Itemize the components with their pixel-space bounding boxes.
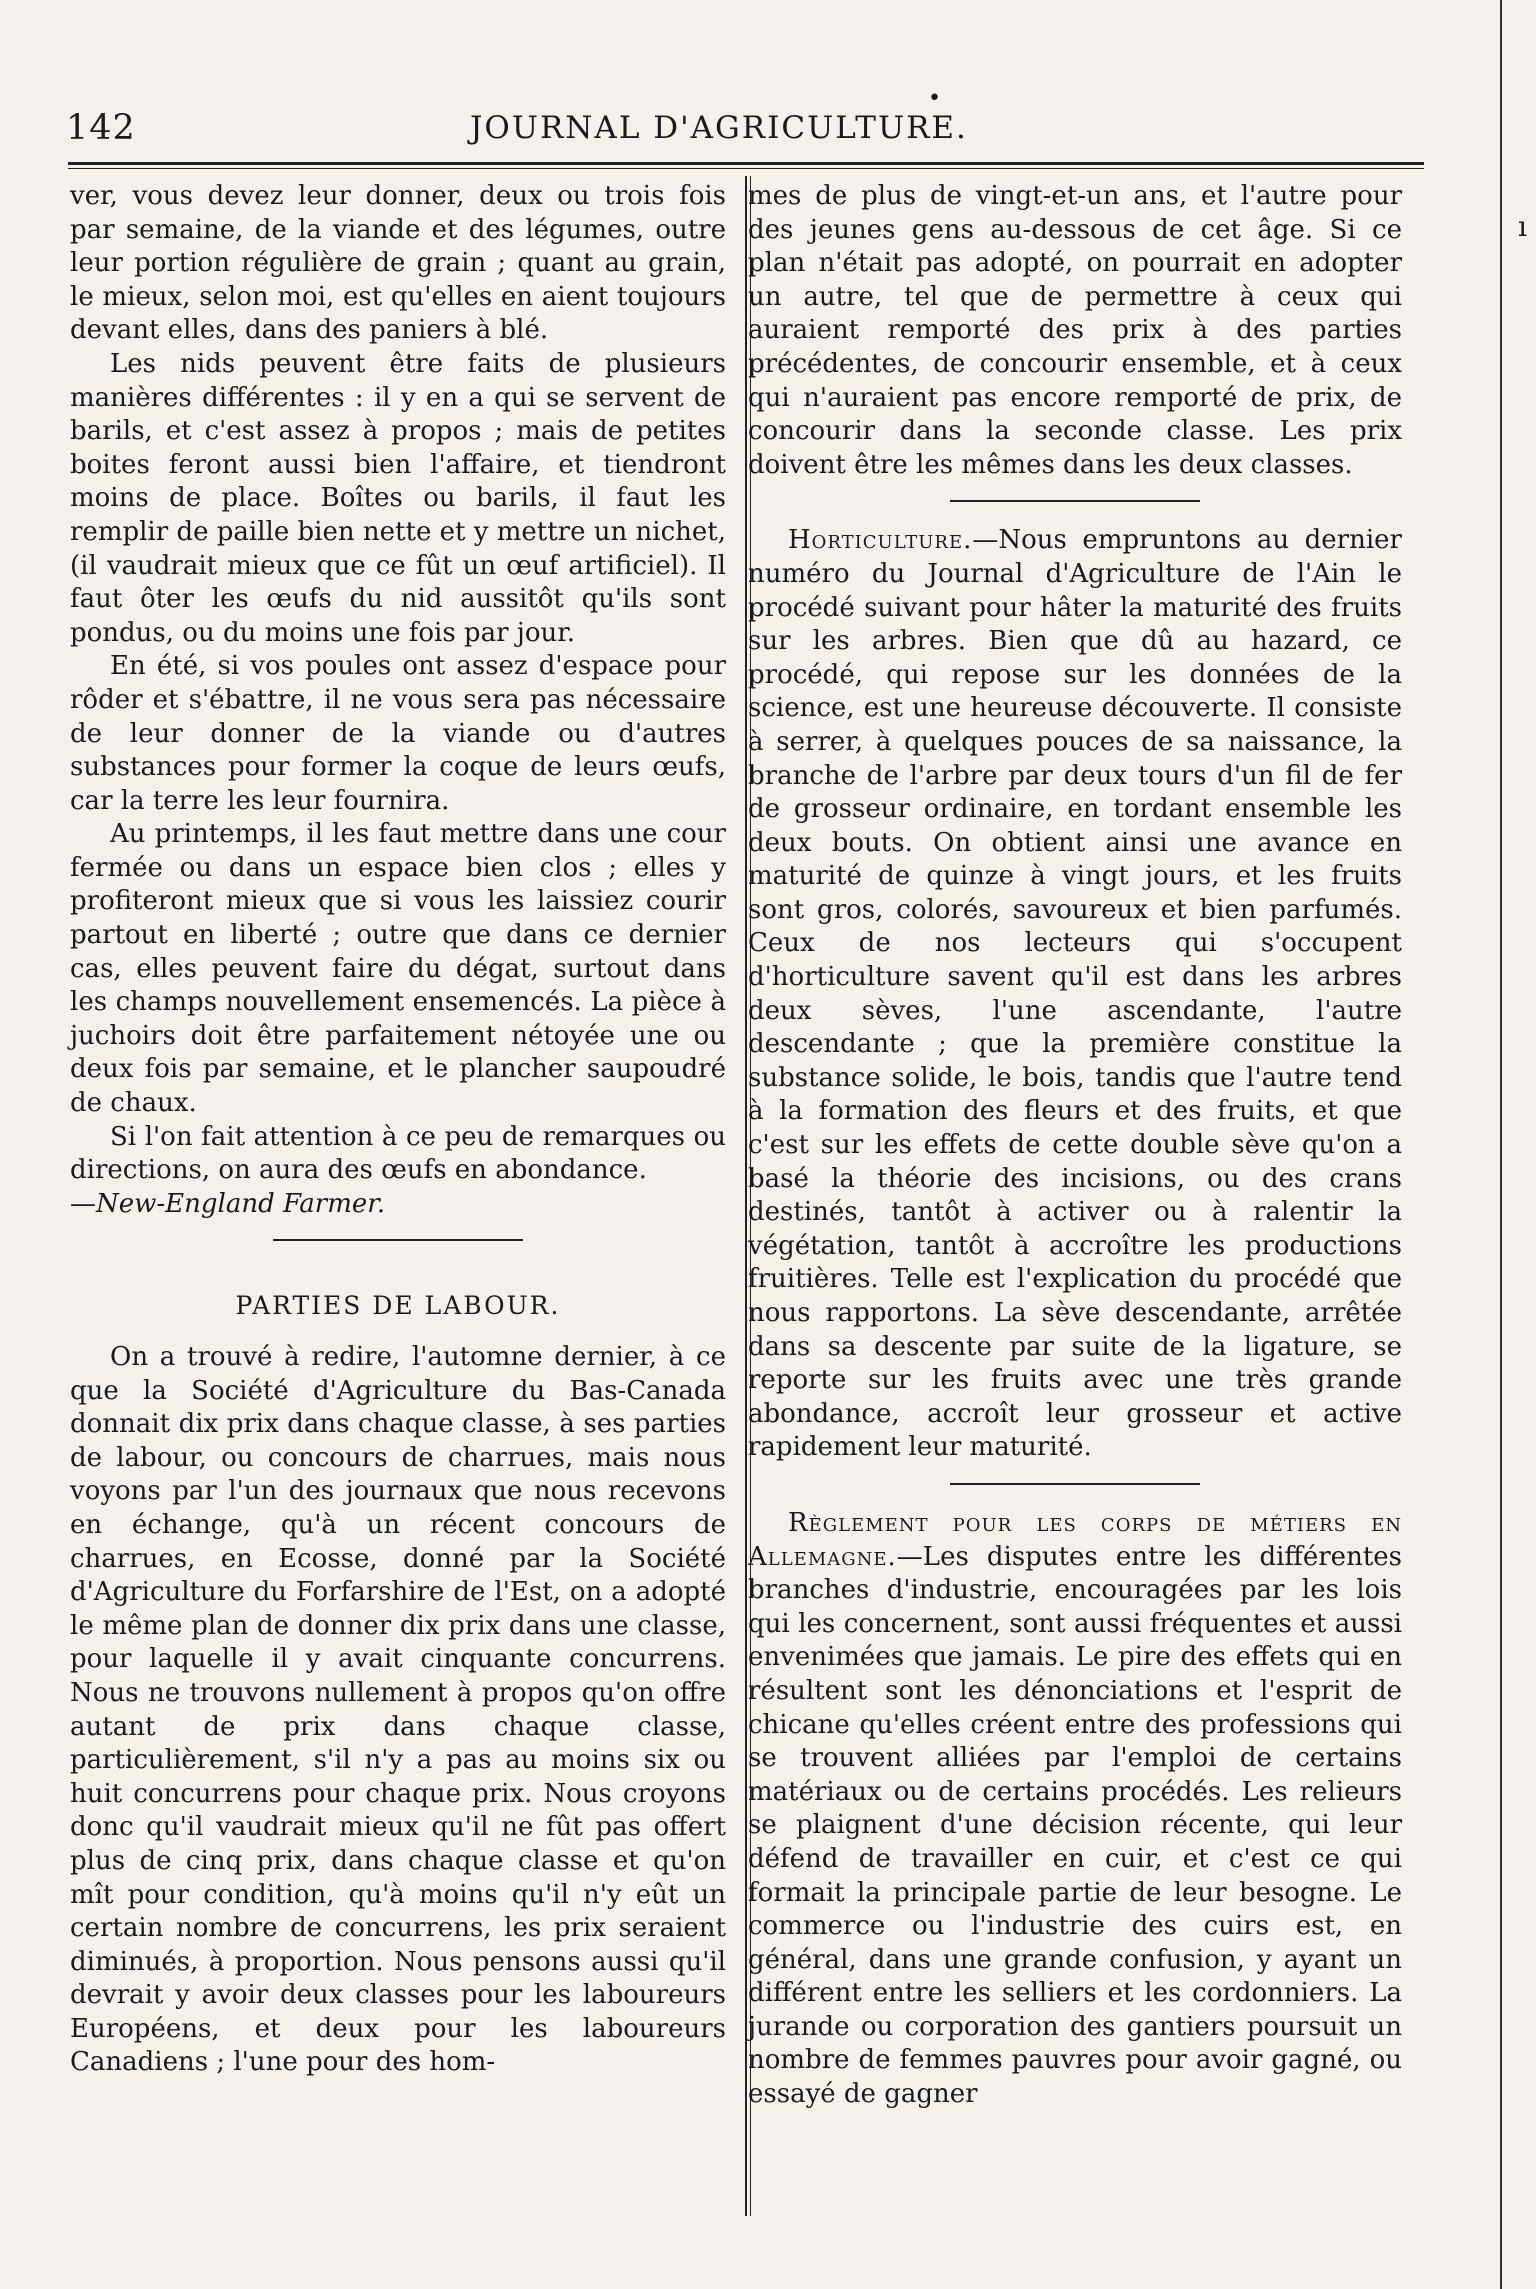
section-title-parties-de-labour: PARTIES DE LABOUR. [235, 1291, 561, 1321]
right-column [748, 180, 1402, 2112]
section-rule [950, 500, 1200, 502]
poultry-paragraph-2: Les nids peuvent être faits de plusieurs manières différentes : il y en a qui se servent de barils, et c'est assez à propos ; mais de petites boites feront aussi bien l'affaire, et tiendront moins de place. Boîtes ou barils, il faut les remplir de paille bien nette et y mettre un nichet, (il vaudrait mieux que ce fût un œuf artificiel). Il faut ôter les œufs du nid aussitôt qu'ils sont pondus, ou du moins une fois par jour. [70, 348, 726, 648]
poultry-paragraph-5: Si l'on fait attention à ce peu de remarques ou directions, on aura des œufs en abondance. [70, 1121, 726, 1186]
section-rule [950, 1483, 1200, 1485]
header-dot: • [928, 86, 941, 111]
labour-paragraph-continued: mes de plus de vingt-et-un ans, et l'autre pour des jeunes gens au-dessous de cet âge. Si ce plan n'était pas adopté, on pourrait en adopter un autre, tel que de permettre à ceux qui auraient remporté des prix à des parties précédentes, de concourir ensemble, et à ceux qui n'auraient pas encore remporté de prix, de concourir dans la seconde classe. Les prix doivent être les mêmes dans les deux classes. [748, 181, 1402, 480]
running-title: JOURNAL D'AGRICULTURE. [470, 110, 968, 146]
horticulture-paragraph [748, 524, 1402, 1465]
horticulture-heading: Horticulture. [788, 525, 973, 556]
left-column [70, 180, 726, 2080]
reglement-heading: Règlement pour les corps de métiers en Allemagne. [748, 1507, 1402, 1572]
margin-mark: ı [1518, 210, 1527, 243]
page-number: 142 [66, 108, 136, 148]
poultry-paragraph-3: En été, si vos poules ont assez d'espace pour rôder et s'ébattre, il ne vous sera pas nécessaire de leur donner de la viande ou d'autres substances pour former la coque de leurs œufs, car la terre les leur fournira. [70, 651, 726, 816]
attribution: —New-England Farmer. [70, 1188, 386, 1219]
poultry-paragraph-4: Au printemps, il les faut mettre dans une cour fermée ou dans un espace bien clos ; elles y profiteront mieux que si vous les laissiez courir partout en liberté ; outre que dans ce dernier cas, elles peuvent faire du dégat, surtout dans les champs nouvellement ensemencés. La pièce à juchoirs doit être parfaitement nétoyée une ou deux fois par semaine, et le plancher saupoudré de chaux. [70, 819, 726, 1119]
header-rule [68, 162, 1424, 169]
horticulture-text: —Nous empruntons au dernier numéro du Journal d'Agriculture de l'Ain le procédé suivant pour hâter la maturité des fruits sur les arbres. Bien que dû au hazard, ce procédé, qui repose sur les données de la science, est une heureuse découverte. Il consiste à serrer, à quelques pouces de sa naissance, la branche de l'arbre par deux tours d'un fil de fer de grosseur ordinaire, en tordant ensemble les deux bouts. On obtient ainsi une avance en maturité de quinze à vingt jours, et les fruits sont gros, colorés, savoureux et bien parfumés. Ceux de nos lecteurs qui s'occupent d'horticulture savent qu'il est dans les arbres deux sèves, l'une ascendante, l'autre descendante ; que la première constitue la substance solide, le bois, tandis que l'autre tend à la formation des fleurs et des fruits, et que c'est sur les effets de cette double sève qu'on a basé la théorie des incisions, ou des crans destinés, tantôt à activer ou à ralentir la végétation, tantôt à accroître les productions fruitières. Telle est l'explication du procédé que nous rapportons. La sève descendante, arrêtée dans sa descente par suite de la ligature, se reporte sur les fruits avec une très grande abondance, accroît leur grosseur et active rapidement leur maturité. [748, 525, 1402, 1463]
reglement-paragraph [748, 1507, 1402, 2112]
poultry-paragraph-1: ver, vous devez leur donner, deux ou trois fois par semaine, de la viande et des légumes, outre leur portion régulière de grain ; quant au grain, le mieux, selon moi, est qu'elles en aient toujours devant elles, dans des paniers à blé. [70, 181, 726, 346]
reglement-text: —Les disputes entre les différentes branches d'industrie, encouragées par les lois qui les concernent, sont aussi fréquentes et aussi envenimées que jamais. Le pire des effets qui en résultent sont les dénonciations et l'esprit de chicane qu'elles créent entre des professions qui se trouvent alliées par l'emploi de certains matériaux ou de certains procédés. Les relieurs se plaignent d'une décision récente, qui leur défend de travailler en cuir, et c'est ce qui formait la principale partie de leur besogne. Le commerce ou l'industrie des cuirs est, en général, dans une grande confusion, y ayant un différent entre les selliers et les cordonniers. La jurande ou corporation des gantiers poursuit un nombre de femmes pauvres pour avoir gagné, ou essayé de gagner [748, 1541, 1402, 2110]
labour-paragraph: On a trouvé à redire, l'automne dernier, à ce que la Société d'Agriculture du Bas-Canada donnait dix prix dans chaque classe, à ses parties de labour, ou concours de charrues, mais nous voyons par l'un des journaux que nous recevons en échange, qu'à un récent concours de charrues, en Ecosse, donné par la Société d'Agriculture du Forfarshire de l'Est, on a adopté le même plan de donner dix prix dans une classe, pour laquelle il y avait cinquante concurrens. Nous ne trouvons nullement à propos qu'on offre autant de prix dans chaque classe, particulièrement, s'il n'y a pas au moins six ou huit concurrens pour chaque prix. Nous croyons donc qu'il vaudrait mieux qu'il ne fût pas offert plus de cinq prix, dans chaque classe et qu'on mît pour condition, qu'à moins qu'il n'y eût un certain nombre de concurrens, les prix seraient diminués, à proportion. Nous pensons aussi qu'il devrait y avoir deux classes pour les laboureurs Européens, et deux pour les laboureurs Canadiens ; l'une pour des hom- [70, 1342, 726, 2078]
page-edge-rule [1500, 0, 1502, 2289]
section-rule [273, 1239, 523, 1241]
